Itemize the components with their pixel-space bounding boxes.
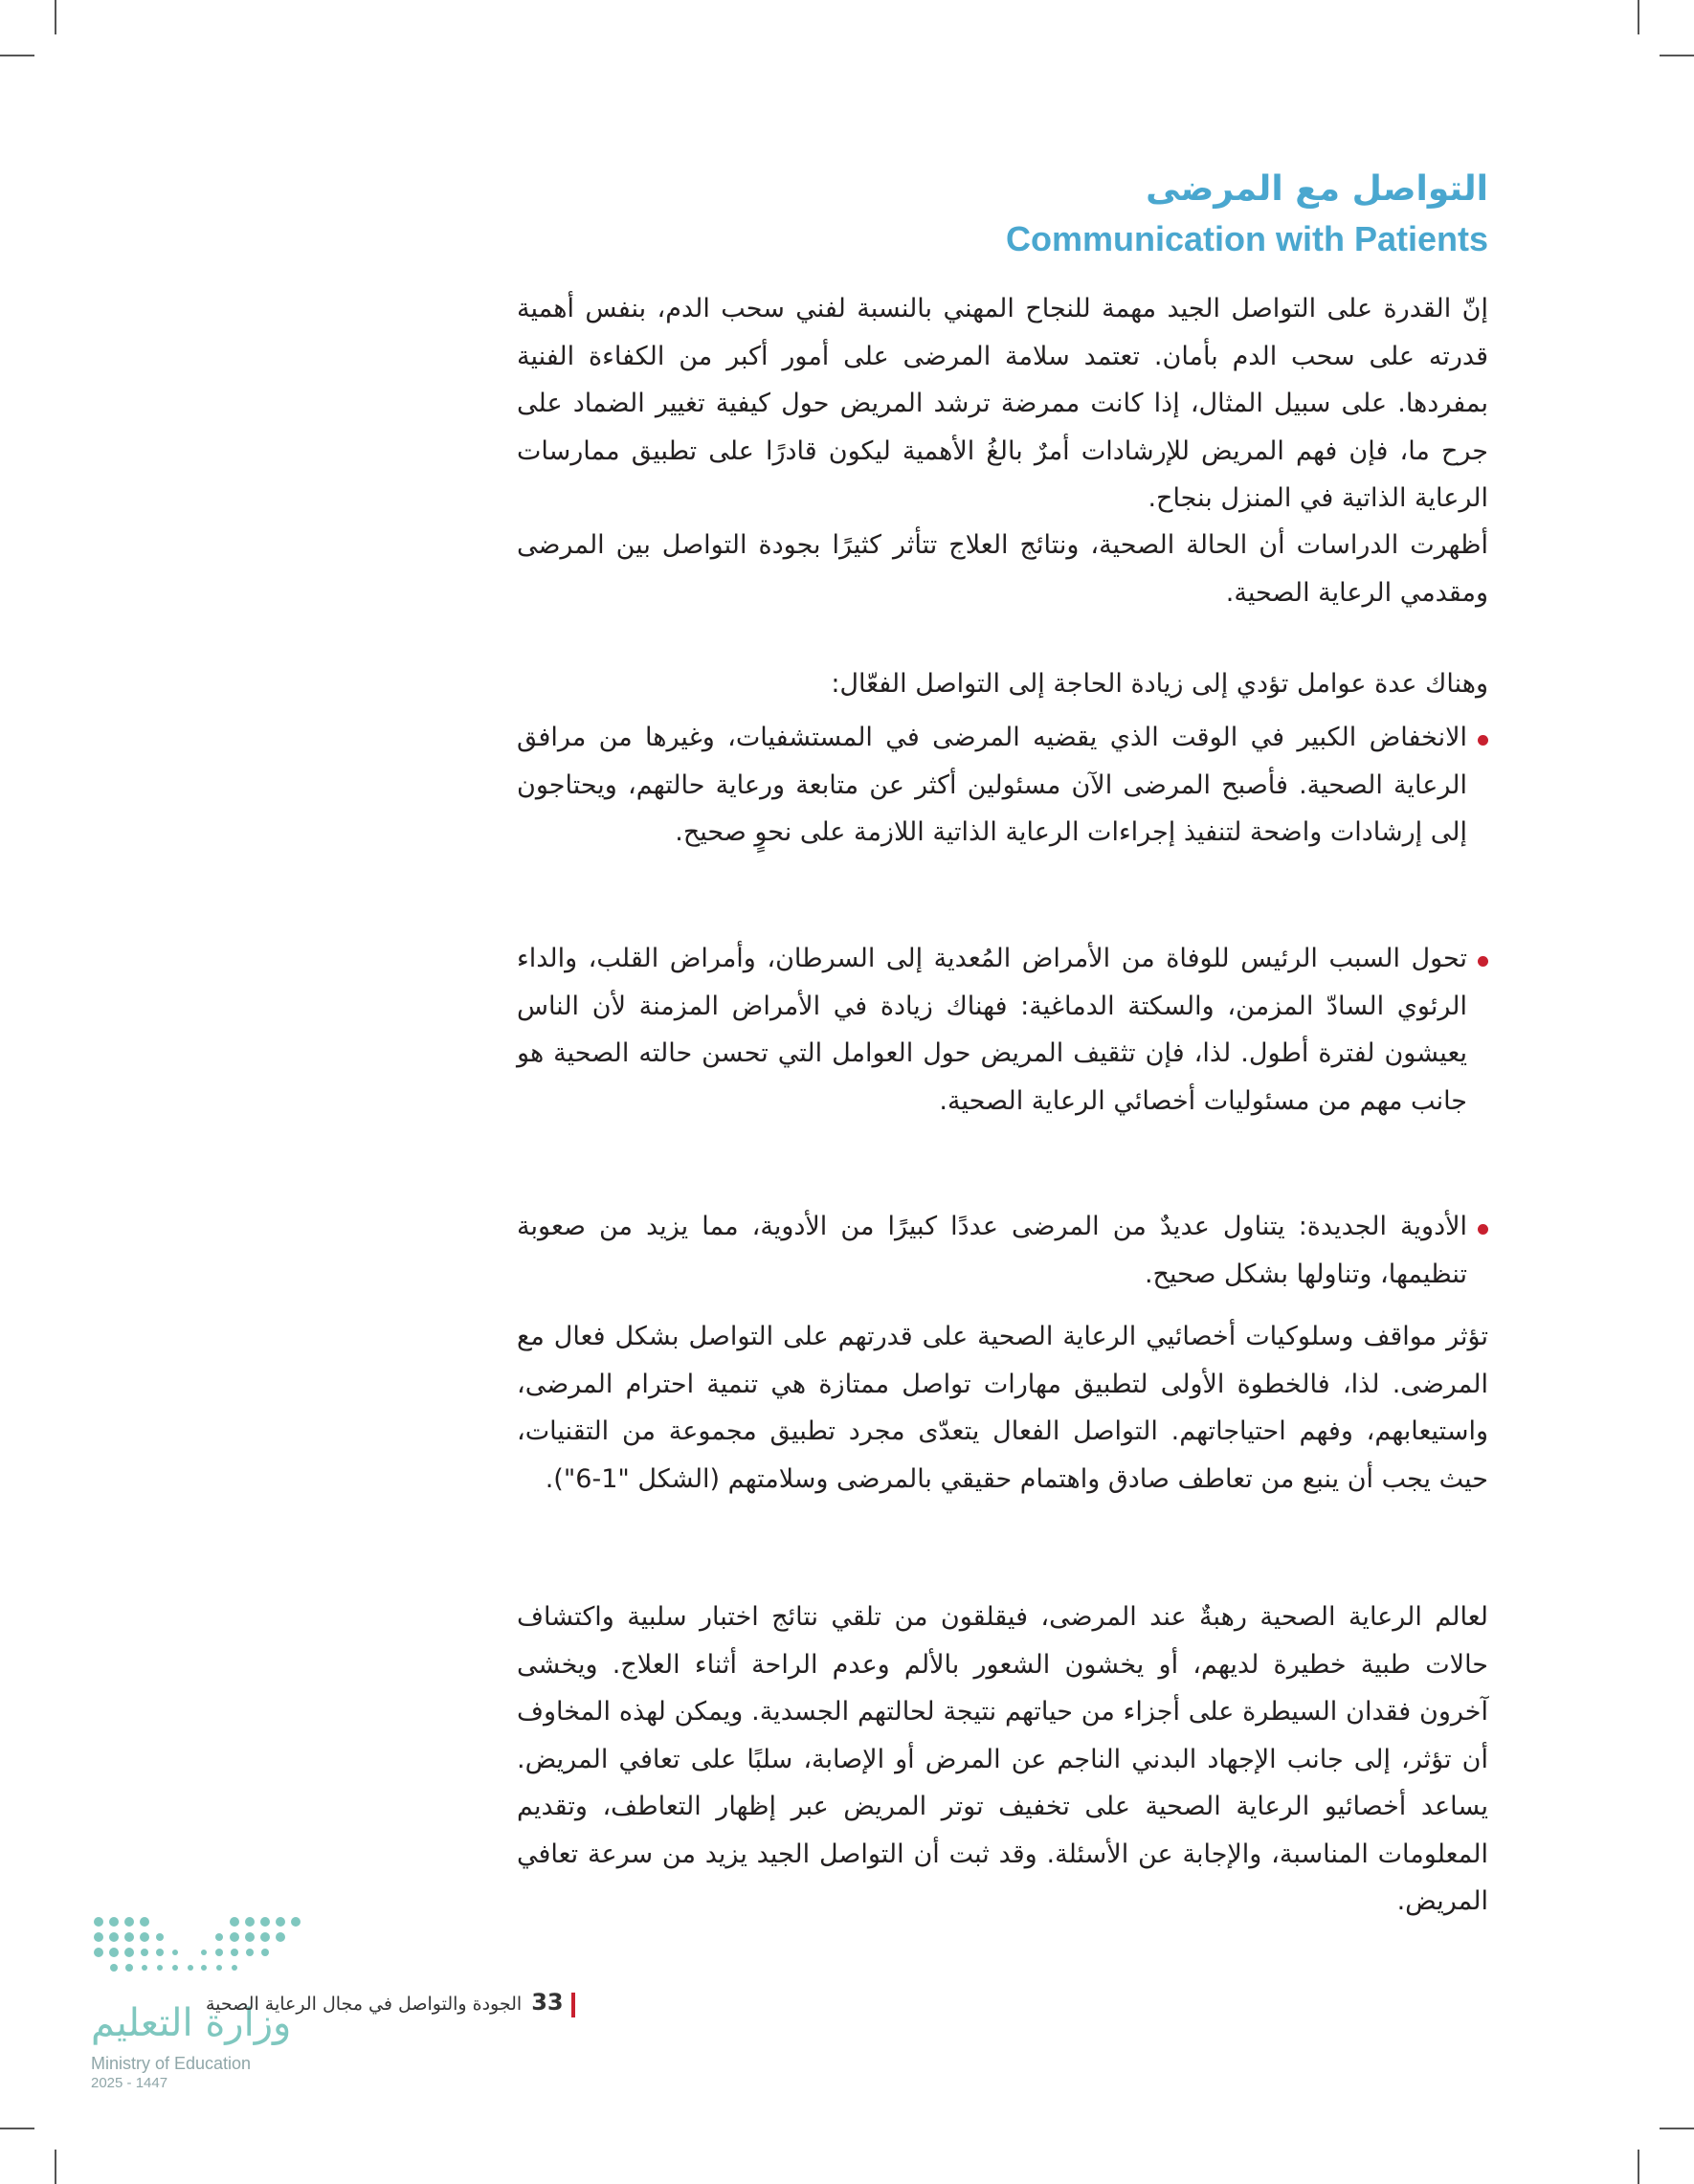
crop-mark bbox=[55, 2150, 56, 2184]
crop-mark bbox=[0, 2128, 34, 2129]
logo-text-arabic: وزارة التعليم bbox=[91, 2001, 292, 2045]
list-item bbox=[517, 1203, 1488, 1298]
crop-mark bbox=[1638, 2150, 1639, 2184]
logo-text-english: Ministry of Education bbox=[91, 2054, 252, 2073]
bullet-icon bbox=[1478, 956, 1488, 967]
logo-year: 2025 - 1447 bbox=[91, 2075, 168, 2091]
page-footer bbox=[206, 1989, 575, 2017]
crop-mark bbox=[1660, 55, 1694, 56]
paragraph-fears: لعالم الرعاية الصحية رهبةٌ عند المرضى، فيقلقون من تلقي نتائج اختبار سلبية واكتشاف حالات طبية خطيرة لديهم، أو يخشون الشعور بالألم وعدم الراحة أثناء العلاج. ويخشى آخرون فقدان السيطرة على أجزاء من حياتهم نتيجة لحالتهم الجسدية. ويمكن لهذه المخاوف أن تؤثر، إلى جانب الإجهاد البدني الناجم عن المرض أو الإصابة، سلبًا على تعافي المريض. يساعد أخصائيو الرعاية الصحية على تخفيف توتر المريض عبر إظهار التعاطف، وتقديم المعلومات المناسبة، والإجابة عن الأسئلة. وقد ثبت أن التواصل الجيد يزيد من سرعة تعافي المريض. bbox=[517, 1602, 1488, 1916]
bullet-icon bbox=[1478, 1224, 1488, 1235]
list-item bbox=[517, 935, 1488, 1195]
paragraph-studies: أظهرت الدراسات أن الحالة الصحية، ونتائج العلاج تتأثر كثيرًا بجودة التواصل بين المرضى ومقدمي الرعاية الصحية. bbox=[517, 530, 1488, 608]
crop-mark bbox=[1638, 0, 1639, 34]
list-item-text: الأدوية الجديدة: يتناول عديدٌ من المرضى عددًا كبيرًا من الأدوية، مما يزيد من صعوبة تنظيمها، وتناولها بشكل صحيح. bbox=[517, 1212, 1467, 1289]
chapter-title: الجودة والتواصل في مجال الرعاية الصحية bbox=[206, 1994, 523, 2015]
footer-divider bbox=[571, 1993, 575, 2017]
list-item-text: تحول السبب الرئيس للوفاة من الأمراض المُعدية إلى السرطان، وأمراض القلب، والداء الرئوي السادّ المزمن، والسكتة الدماغية: فهناك زيادة في الأمراض المزمنة لأن الناس يعيشون لفترة أطول. لذا، فإن تثقيف المريض حول العوامل التي تحسن حالته الصحية هو جانب مهم من مسئوليات أخصائي الرعاية الصحية. bbox=[517, 944, 1467, 1116]
list-item-text: الانخفاض الكبير في الوقت الذي يقضيه المرضى في المستشفيات، وغيرها من مرافق الرعاية الصحية. فأصبح المرضى الآن مسئولين أكثر عن متابعة ورعاية حالتهم، ويحتاجون إلى إرشادات واضحة لتنفيذ إجراءات الرعاية الذاتية اللازمة على نحوٍ صحيح. bbox=[517, 723, 1467, 847]
crop-mark bbox=[55, 0, 56, 34]
paragraph-intro: إنّ القدرة على التواصل الجيد مهمة للنجاح المهني بالنسبة لفني سحب الدم، بنفس أهمية قدرته على سحب الدم بأمان. تعتمد سلامة المرضى على أمور أكبر من الكفاءة الفنية بمفردها. على سبيل المثال، إذا كانت ممرضة ترشد المريض حول كيفية تغيير الضماد على جرح ما، فإن فهم المريض للإرشادات أمرٌ بالغُ الأهمية ليكون قادرًا على تطبيق ممارسات الرعاية الذاتية في المنزل بنجاح. bbox=[517, 294, 1488, 513]
crop-mark bbox=[1660, 2128, 1694, 2129]
crop-mark bbox=[0, 55, 34, 56]
page-number: 33 bbox=[531, 1989, 564, 2016]
paragraph-factors-lead: وهناك عدة عوامل تؤدي إلى زيادة الحاجة إلى التواصل الفعّال: bbox=[831, 669, 1488, 699]
list-item bbox=[517, 714, 1488, 927]
factors-list bbox=[517, 714, 1488, 1305]
paragraph-attitudes: تؤثر مواقف وسلوكيات أخصائيي الرعاية الصحية على قدرتهم على التواصل بشكل فعال مع المرضى. لذا، فالخطوة الأولى لتطبيق مهارات تواصل ممتازة هي تنمية احترام المرضى، واستيعابهم، وفهم احتياجاتهم. التواصل الفعال يتعدّى مجرد تطبيق مجموعة من التقنيات، حيث يجب أن ينبع من تعاطف صادق واهتمام حقيقي بالمرضى وسلامتهم (الشكل "1-6"). bbox=[517, 1322, 1488, 1494]
section-title-english: Communication with Patients bbox=[1005, 219, 1488, 258]
section-title-arabic: التواصل مع المرضى bbox=[1146, 169, 1488, 209]
bullet-icon bbox=[1478, 735, 1488, 746]
logo-dots-icon bbox=[91, 1914, 311, 2000]
